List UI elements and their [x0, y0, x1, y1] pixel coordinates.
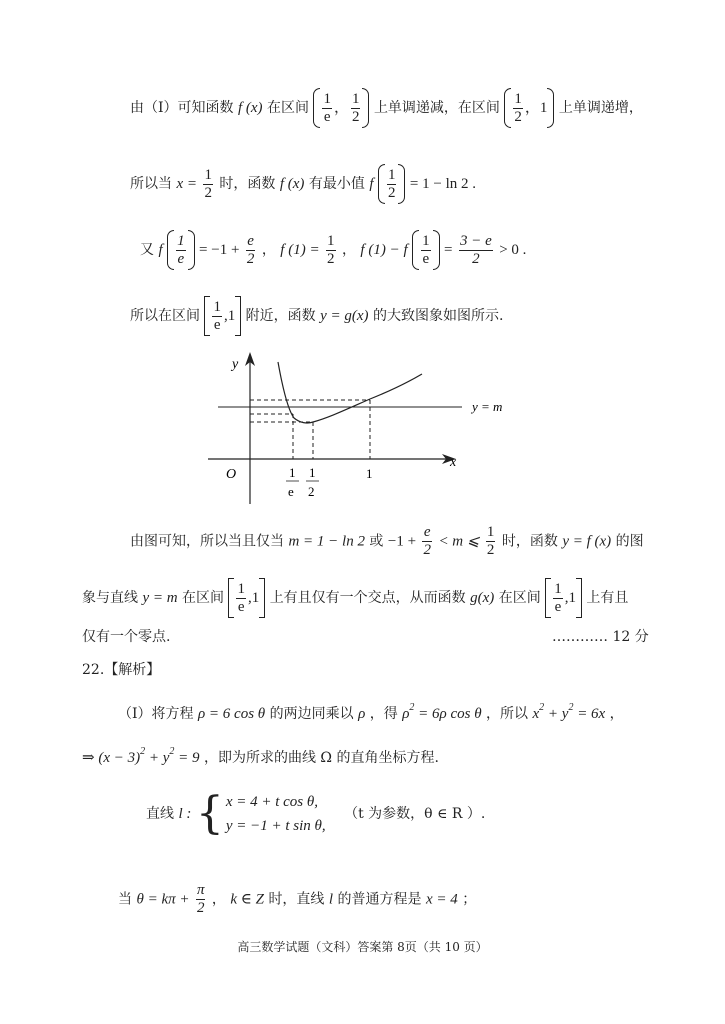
function-graph [200, 348, 520, 508]
tick-half-num: 1 [309, 465, 316, 480]
page-footer: 高三数学试题（文科）答案第 8页（共 10 页） [237, 940, 488, 954]
curve-gx [278, 362, 422, 423]
x-axis-label: x [450, 455, 457, 470]
tick-1e-num: 1 [289, 465, 296, 480]
line-monotonic-intervals: 由（Ⅰ）可知函数 f (x) 在区间 1 e ， 1 2 上单调递减，在区间 1 2 ， 1 上单调递增， [130, 88, 643, 128]
origin-label: O [226, 467, 237, 482]
interval-1: 1 e ， 1 2 [313, 88, 369, 128]
interval-2: 1 2 ， 1 [504, 88, 554, 128]
y-axis-label: y [232, 357, 239, 372]
line-zero-point: 仅有一个零点. [82, 629, 171, 645]
parametric-system: { x = 4 + t cos θ, y = −1 + t sin θ, [195, 788, 326, 839]
q22-heading: 22.【解析】 [82, 662, 161, 678]
fx: f (x) [237, 100, 263, 116]
line-conclusion: 由图可知，所以当且仅当 m = 1 − ln 2 或 −1 + $\frac{e}{2}$ < m ⩽ $\frac{1}{2}$ 时，函数 y = f (x) 的图 [130, 524, 644, 558]
y-equals-m-label: y = m [472, 399, 503, 414]
line-general-equation: 当 θ = kπ + $\frac{\pi}{2}$ ， k ∈ Z 时，直线 l 的普通方程是 x = 4 ； [118, 882, 477, 916]
tick-half-den: 2 [308, 484, 315, 499]
dashed-guides [250, 400, 370, 459]
line-minimum-value: 所以当 x = $\frac{1}{2}$ 时，函数 f (x) 有最小值 f 1 2 = 1 − ln 2 . [130, 164, 476, 204]
line-parametric: 直线 l : { x = 4 + t cos θ, y = −1 + t sin θ, （t 为参数，θ ∈ R ）. [146, 788, 486, 839]
line-graph-intro: 所以在区间 1 e , 1 附近，函数 y = g(x) 的大致图象如图所示. [130, 296, 503, 336]
line-cartesian-equation: ⇒ $(x - 3)^2 + y^2 = 9$ ，即为所求的曲线 Ω 的直角坐标方程. [82, 746, 439, 766]
tick-1e-den: e [288, 484, 294, 499]
line-polar-conversion: （Ⅰ）将方程 ρ = 6 cos θ 的两边同乘以 ρ ，得 $\rho^2 = 6\rho$ cos θ ，所以 $x^2 + y^2 = 6x$ ， [118, 702, 624, 722]
score-12: ………… 12 分 [552, 629, 649, 645]
tick-one: 1 [366, 466, 373, 481]
line-intersection: 象与直线 y = m 在区间 1 e , 1 上有且仅有一个交点，从而函数 g(x) 在区间 1 e , 1 上有且 [82, 578, 628, 618]
line-function-values: 又 f 1 e = −1 + $\frac{e}{2}$ ， f (1) = $\frac{1}{2}$ ， f (1) − f 1 e = $\frac{3 - e}{2}$ > 0 . [140, 230, 526, 270]
